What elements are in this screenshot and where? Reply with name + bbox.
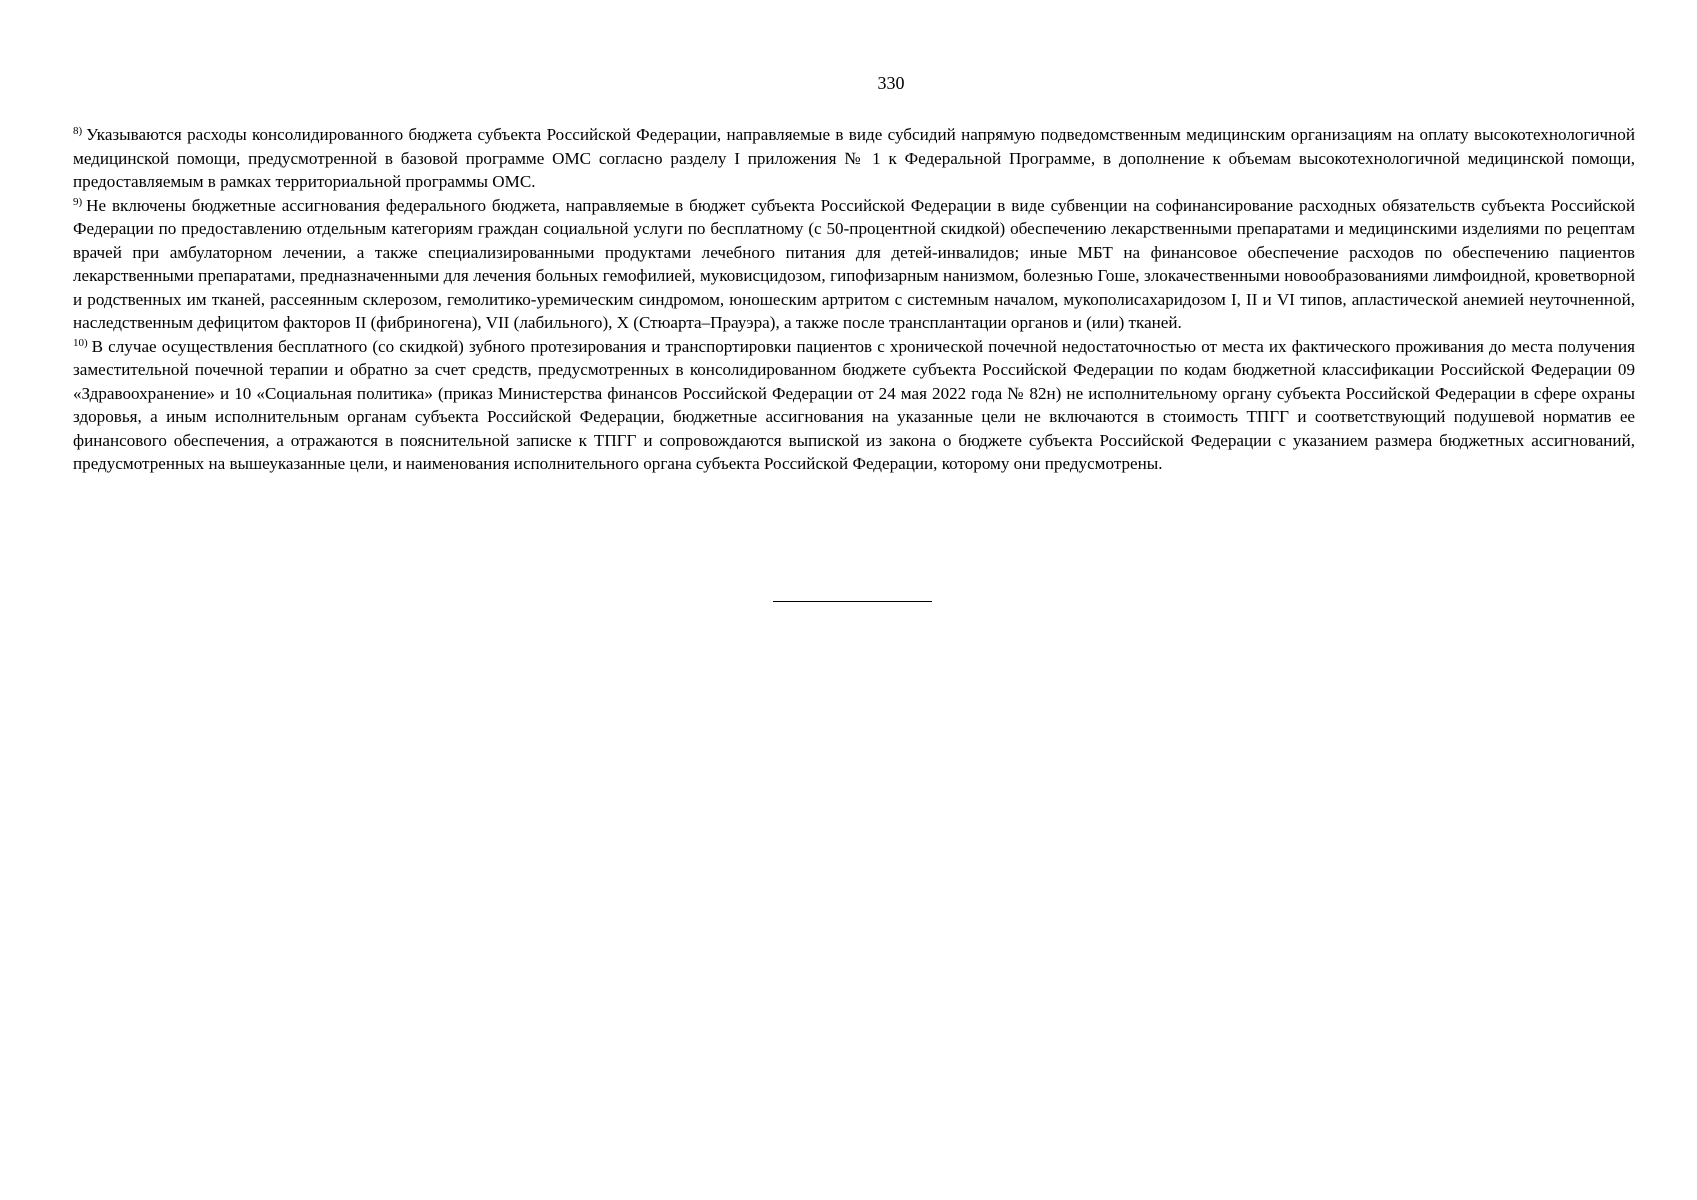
- footnote-text: Не включены бюджетные ассигнования федерального бюджета, направляемые в бюджет субъекта Российской Федерации в виде субвенции на софинансирование расходных обязательств субъекта Российской Федерации по предоставлению отдельным категориям граждан социальной услуги по бесплатному (с 50-процентной скидкой) обеспечению лекарственными препаратами и медицинскими изделиями по рецептам врачей при амбулаторном лечении, а также специализированными продуктами лечебного питания для детей-инвалидов; иные МБТ на финансовое обеспечение расходов по обеспечению пациентов лекарственными препаратами, предназначенными для лечения больных гемофилией, муковисцидозом, гипофизарным нанизмом, болезнью Гоше, злокачественными новообразованиями лимфоидной, кроветворной и родственных им тканей, рассеянным склерозом, гемолитико-уремическим синдромом, юношеским артритом с системным началом, мукополисахаридозом I, II и VI типов, апластической анемией неуточненной, наследственным дефицитом факторов II (фибриногена), VII (лабильного), X (Стюарта–Прауэра), а также после трансплантации органов и (или) тканей.: [73, 195, 1635, 332]
- footnote-marker: 8): [73, 125, 83, 137]
- footnote-marker: 9): [73, 195, 83, 208]
- page-number: 330: [877, 73, 905, 93]
- footnote-10: [73, 335, 1635, 476]
- footnote-8: [73, 123, 1635, 194]
- footnote-9: [73, 194, 1635, 335]
- footnotes-section: [73, 123, 1635, 476]
- footnote-marker: 10): [73, 336, 88, 349]
- footnote-text: Указываются расходы консолидированного бюджета субъекта Российской Федерации, направляемые в виде субсидий напрямую подведомственным медицинским организациям на оплату высокотехнологичной медицинской помощи, предусмотренной в базовой программе ОМС согласно разделу I приложения № 1 к Федеральной Программе, в дополнение к объемам высокотехнологичной медицинской помощи, предоставляемым в рамках территориальной программы ОМС.: [73, 125, 1635, 191]
- end-separator-line: [773, 601, 932, 602]
- footnote-text: В случае осуществления бесплатного (со скидкой) зубного протезирования и транспортировки пациентов с хронической почечной недостаточностью от места их фактического проживания до места получения заместительной почечной терапии и обратно за счет средств, предусмотренных в консолидированном бюджете субъекта Российской Федерации по кодам бюджетной классификации Российской Федерации 09 «Здравоохранение» и 10 «Социальная политика» (приказ Министерства финансов Российской Федерации от 24 мая 2022 года № 82н) не исполнительному органу субъекта Российской Федерации в сфере охраны здоровья, а иным исполнительным органам субъекта Российской Федерации, бюджетные ассигнования на указанные цели не включаются в стоимость ТПГГ и соответствующий подушевой норматив ее финансового обеспечения, а отражаются в пояснительной записке к ТПГГ и сопровождаются выпиской из закона о бюджете субъекта Российской Федерации с указанием размера бюджетных ассигнований, предусмотренных на вышеуказанные цели, и наименования исполнительного органа субъекта Российской Федерации, которому они предусмотрены.: [73, 336, 1635, 473]
